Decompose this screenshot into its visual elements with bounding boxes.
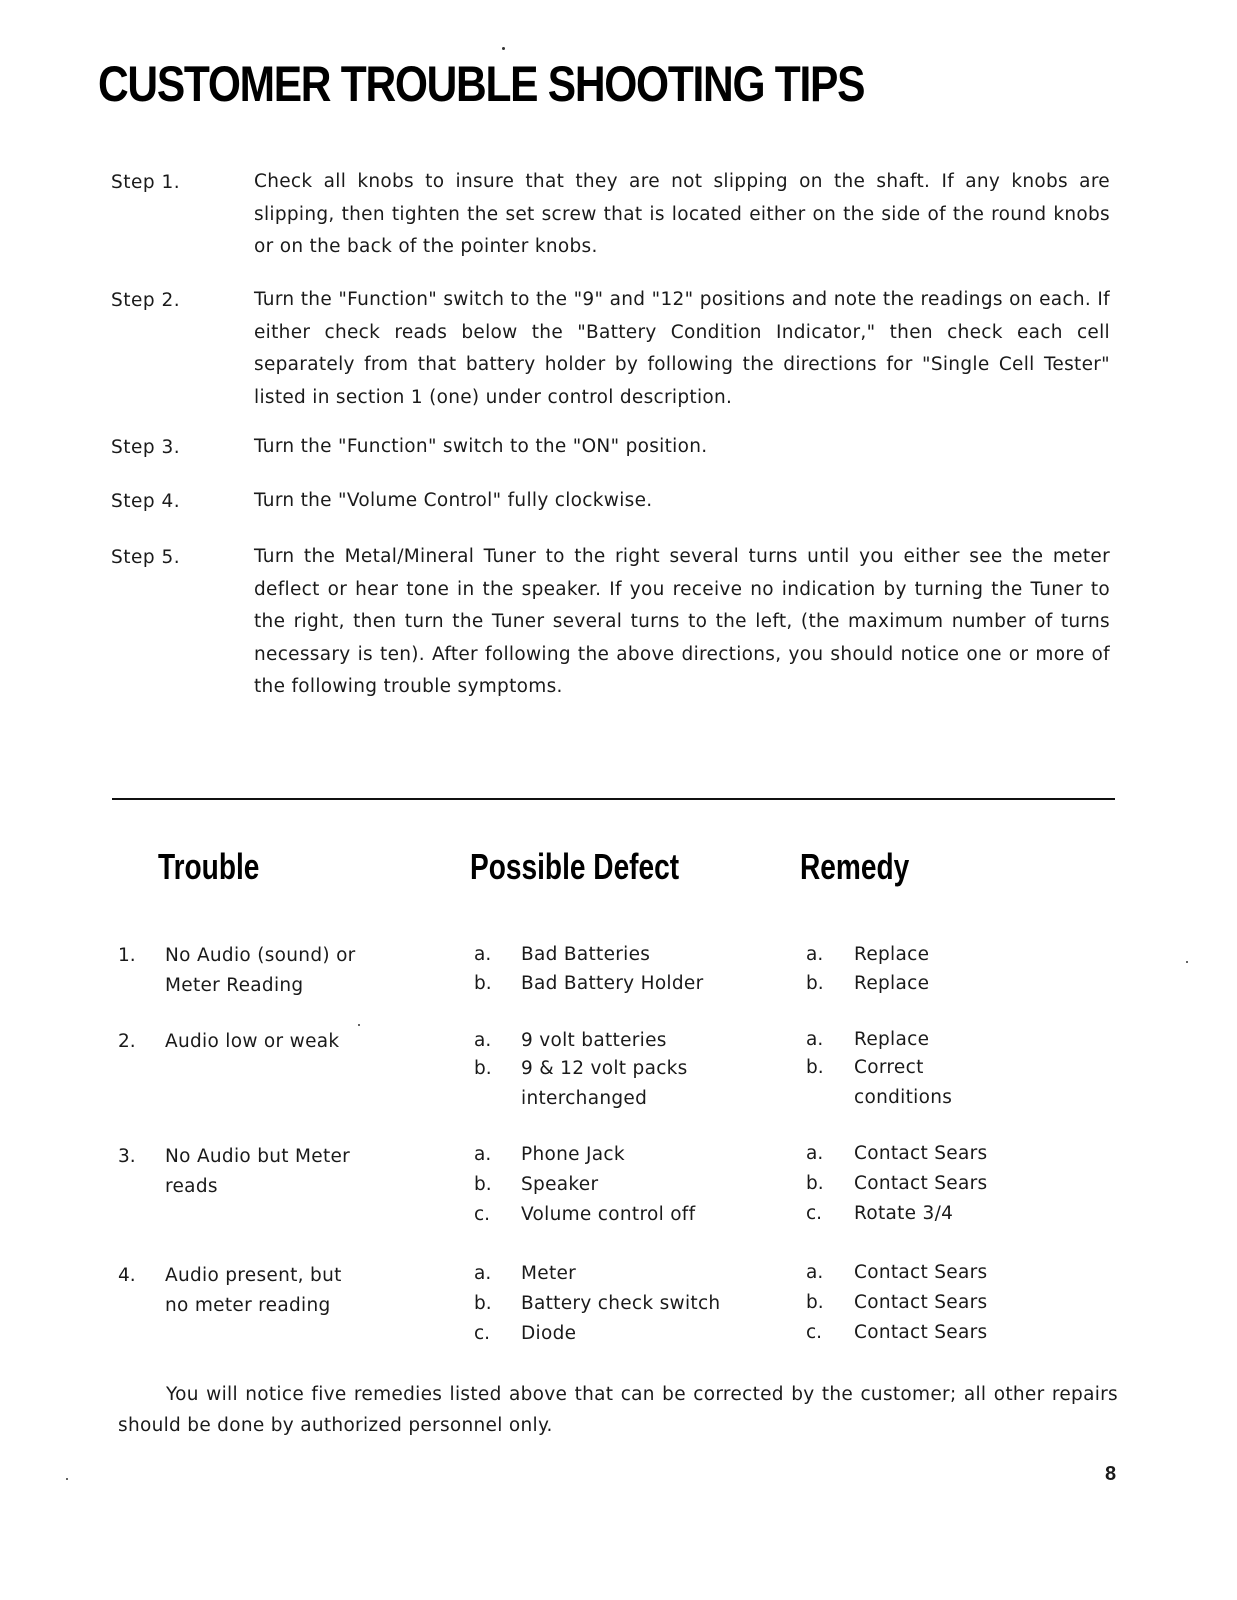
defect-letter: a. xyxy=(474,1030,492,1051)
scan-speck xyxy=(502,47,505,50)
scan-speck xyxy=(1186,961,1188,963)
footnote-paragraph: You will notice five remedies listed above that can be corrected by the customer; all other repairs should be done by authorized personnel only. xyxy=(118,1384,1118,1436)
defect-letter: a. xyxy=(474,1144,492,1165)
trouble-text: Audio present, but no meter reading xyxy=(165,1265,342,1316)
row-number: 3. xyxy=(118,1146,136,1167)
remedy-letter: a. xyxy=(806,1143,824,1164)
defect-text: Diode xyxy=(521,1323,577,1344)
page-number: 8 xyxy=(1105,1463,1117,1485)
defect-text: Volume control off xyxy=(521,1204,696,1225)
defect-text: Meter xyxy=(521,1263,577,1284)
defect-letter: a. xyxy=(474,1263,492,1284)
defect-column-header: Possible Defect xyxy=(470,846,680,887)
remedy-text: Replace xyxy=(854,944,930,965)
defect-letter: b. xyxy=(474,973,492,994)
row-number: 1. xyxy=(118,945,136,966)
step-label: Step 2. xyxy=(111,290,181,311)
trouble-text: No Audio but Meter reads xyxy=(165,1146,351,1197)
remedy-text: Replace xyxy=(854,1029,930,1050)
step-label: Step 1. xyxy=(111,172,181,193)
remedy-letter: b. xyxy=(806,1057,824,1078)
trouble-column-header: Trouble xyxy=(158,846,260,887)
scan-speck xyxy=(66,1478,68,1480)
trouble-text: No Audio (sound) or Meter Reading xyxy=(165,945,356,996)
defect-letter: c. xyxy=(474,1204,491,1225)
remedy-text: Contact Sears xyxy=(854,1292,988,1313)
defect-letter: b. xyxy=(474,1058,492,1079)
remedy-letter: c. xyxy=(806,1203,823,1224)
remedy-letter: a. xyxy=(806,944,824,965)
step-text: Turn the "Function" switch to the "9" and "12" positions and note the readings on each. If either check reads below the "Battery Condition Indicator," then check each cell separately from that battery holder by following the directions for "Single Cell Tester" listed in section 1 (one) under control description. xyxy=(254,289,1110,408)
step-text: Check all knobs to insure that they are not slipping on the shaft. If any knobs are slipping, then tighten the set screw that is located either on the side of the round knobs or on the back of the pointer knobs. xyxy=(254,171,1110,257)
defect-text: Battery check switch xyxy=(521,1293,721,1314)
defect-text: Bad Batteries xyxy=(521,944,651,965)
page-title: CUSTOMER TROUBLE SHOOTING TIPS xyxy=(98,56,865,112)
defect-letter: c. xyxy=(474,1323,491,1344)
defect-text: 9 & 12 volt packs interchanged xyxy=(521,1058,688,1109)
remedy-letter: c. xyxy=(806,1322,823,1343)
remedy-text: Rotate 3/4 xyxy=(854,1203,954,1224)
defect-text: Speaker xyxy=(521,1174,599,1195)
defect-text: Bad Battery Holder xyxy=(521,973,704,994)
defect-letter: b. xyxy=(474,1174,492,1195)
defect-letter: b. xyxy=(474,1293,492,1314)
row-number: 4. xyxy=(118,1265,136,1286)
remedy-text: Contact Sears xyxy=(854,1262,988,1283)
remedy-letter: a. xyxy=(806,1029,824,1050)
remedy-letter: b. xyxy=(806,1173,824,1194)
row-number: 2. xyxy=(118,1031,136,1052)
section-divider xyxy=(112,798,1115,800)
defect-letter: a. xyxy=(474,944,492,965)
step-label: Step 5. xyxy=(111,547,181,568)
remedy-letter: a. xyxy=(806,1262,824,1283)
defect-text: Phone Jack xyxy=(521,1144,625,1165)
step-text: Turn the "Volume Control" fully clockwise. xyxy=(254,490,653,511)
remedy-text: Contact Sears xyxy=(854,1173,988,1194)
trouble-text: Audio low or weak xyxy=(165,1031,340,1052)
remedy-text: Correct conditions xyxy=(854,1057,953,1108)
step-text: Turn the Metal/Mineral Tuner to the right several turns until you either see the meter deflect or hear tone in the speaker. If you receive no indication by turning the Tuner to the right, then turn the Tuner several turns to the left, (the maximum number of turns necessary is ten). After following the above directions, you should notice one or more of the following trouble symptoms. xyxy=(254,546,1110,697)
remedy-letter: b. xyxy=(806,973,824,994)
remedy-text: Replace xyxy=(854,973,930,994)
step-label: Step 4. xyxy=(111,491,181,512)
step-text: Turn the "Function" switch to the "ON" position. xyxy=(254,436,708,457)
remedy-letter: b. xyxy=(806,1292,824,1313)
remedy-text: Contact Sears xyxy=(854,1143,988,1164)
scan-speck xyxy=(358,1024,360,1026)
remedy-text: Contact Sears xyxy=(854,1322,988,1343)
defect-text: 9 volt batteries xyxy=(521,1030,667,1051)
step-label: Step 3. xyxy=(111,437,181,458)
remedy-column-header: Remedy xyxy=(800,846,910,887)
